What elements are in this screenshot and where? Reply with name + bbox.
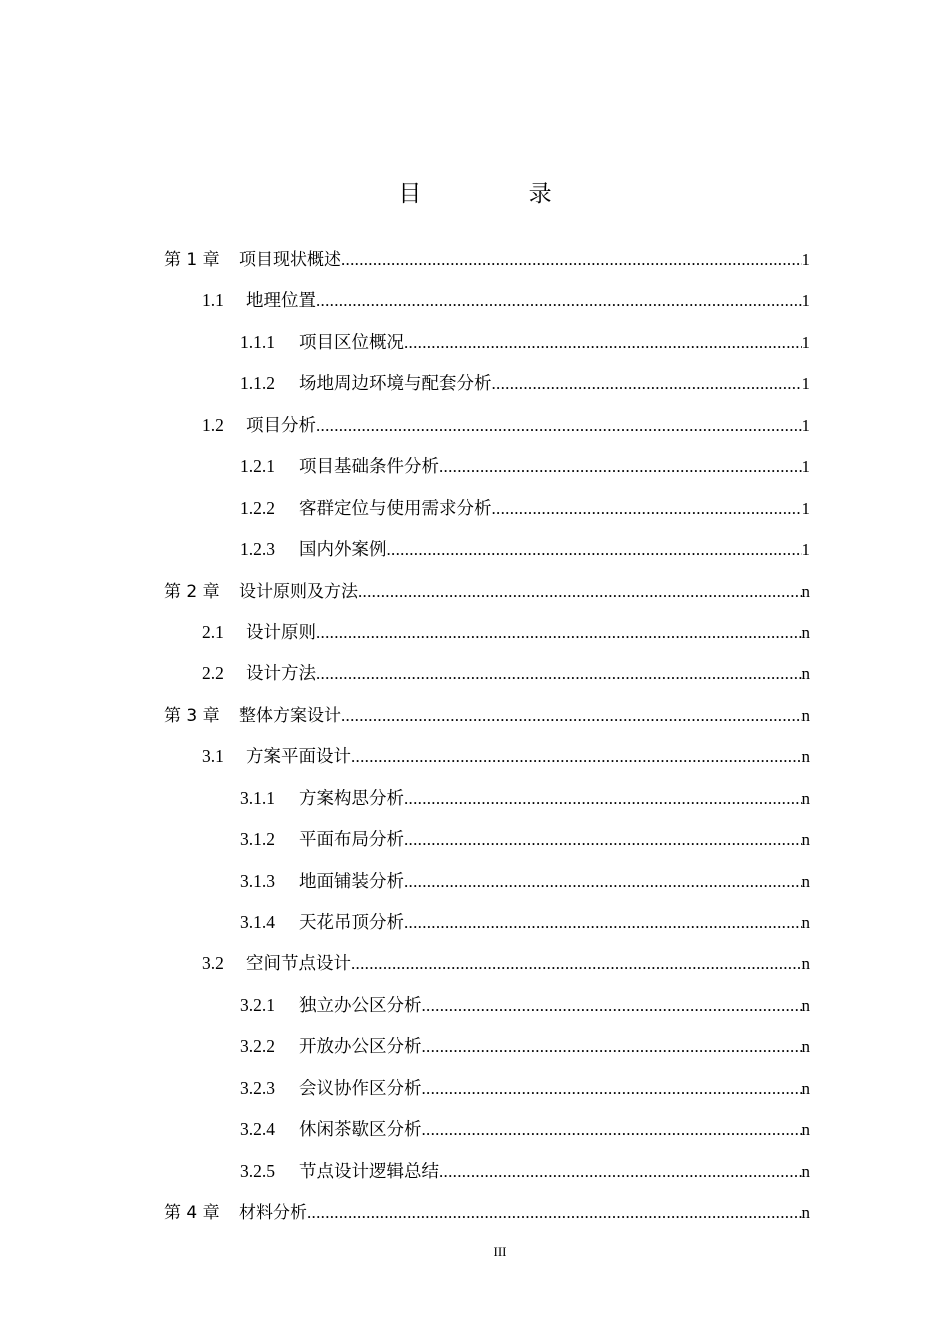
table-of-contents [164,239,810,1234]
toc-entry[interactable] [164,985,810,1026]
dot-leader [316,280,802,321]
toc-entry[interactable] [164,571,810,612]
toc-entry[interactable] [164,695,810,736]
dot-leader [404,322,802,363]
toc-entry-page: n [801,954,810,974]
toc-entry[interactable] [164,1151,810,1192]
toc-entry-page: n [801,1161,810,1181]
toc-entry[interactable] [164,529,810,570]
toc-entry-number: 3.1.1 [240,787,275,808]
footer-page-number: III [493,1244,507,1259]
dot-leader [358,571,802,612]
toc-entry[interactable] [164,363,810,404]
toc-entry-number: 3.1.3 [240,870,275,891]
toc-entry-page: n [801,788,810,808]
toc-entry-title: 空间节点设计 [246,953,351,974]
toc-entry[interactable] [164,1068,810,1109]
toc-entry-title: 独立办公区分析 [299,994,422,1015]
toc-entry-title: 天花吊顶分析 [299,912,404,932]
toc-entry-number: 3.2 [202,953,224,974]
toc-entry[interactable] [164,322,810,363]
toc-entry-number: 3.2.1 [240,994,275,1015]
toc-entry-title: 地理位置 [246,290,316,311]
dot-leader [492,363,802,404]
toc-entry[interactable] [164,488,810,529]
toc-entry-number: 第 4 章 [164,1203,220,1224]
toc-entry-number: 第 1 章 [164,250,220,270]
toc-entry[interactable] [164,239,810,280]
toc-entry-title: 休闲茶歇区分析 [299,1119,422,1140]
toc-entry-number: 2.2 [202,663,224,684]
dot-leader [341,695,802,736]
toc-entry-page: 1 [801,250,810,269]
dot-leader [422,985,802,1026]
toc-entry-page: n [801,1203,810,1223]
toc-entry-page: n [801,747,810,767]
toc-entry-title: 材料分析 [239,1203,307,1224]
toc-entry-number: 3.2.2 [240,1036,275,1057]
toc-entry[interactable] [164,446,810,487]
toc-entry[interactable] [164,778,810,819]
toc-entry-number: 3.2.4 [240,1119,275,1140]
dot-leader [404,861,802,902]
dot-leader [316,612,802,653]
toc-entry-title: 平面布局分析 [299,829,404,850]
dot-leader [404,819,802,860]
toc-entry-number: 3.1.4 [240,912,275,932]
toc-entry-number: 3.1.2 [240,829,275,850]
toc-entry-number: 3.2.3 [240,1077,275,1098]
toc-entry[interactable] [164,1026,810,1067]
toc-entry-number: 1.1.1 [240,331,275,352]
toc-entry-page: 1 [801,374,810,394]
dot-leader [316,405,802,446]
dot-leader [492,488,802,529]
toc-entry-page: n [801,1037,810,1057]
toc-entry-number: 1.2 [202,414,224,435]
toc-entry-title: 项目区位概况 [299,331,404,352]
toc-entry-page: n [801,871,810,891]
dot-leader [387,529,802,570]
dot-leader [439,1151,802,1192]
toc-entry-page: n [801,1078,810,1098]
toc-entry-number: 2.1 [202,621,224,642]
toc-entry-page: n [801,995,810,1015]
dot-leader [404,902,802,943]
dot-leader [422,1109,802,1150]
toc-entry[interactable] [164,1109,810,1150]
toc-entry-number: 1.2.3 [240,539,275,560]
toc-entry-page: 1 [801,540,810,560]
toc-entry-number: 1.2.2 [240,497,275,518]
toc-entry-title: 设计方法 [246,663,316,684]
toc-entry-number: 1.1.2 [240,373,275,394]
toc-entry-title: 方案平面设计 [246,746,351,767]
toc-entry[interactable] [164,736,810,777]
dot-leader [439,446,802,487]
dot-leader [341,239,802,280]
toc-entry-title: 客群定位与使用需求分析 [299,497,492,518]
toc-entry[interactable] [164,405,810,446]
toc-entry-number: 1.1 [202,290,224,311]
toc-entry-title: 项目基础条件分析 [299,456,439,477]
toc-entry-page: n [801,705,810,725]
toc-entry[interactable] [164,612,810,653]
toc-entry-page: n [801,622,810,642]
toc-entry-number: 1.2.1 [240,456,275,477]
toc-entry-title: 会议协作区分析 [299,1077,422,1098]
toc-entry-page: n [801,581,810,601]
toc-entry-number: 3.2.5 [240,1160,275,1181]
toc-entry-page: 1 [801,332,810,352]
dot-leader [404,778,802,819]
toc-entry-page: n [801,830,810,850]
toc-entry[interactable] [164,943,810,984]
page-title: 目 录 [398,181,602,207]
dot-leader [422,1068,802,1109]
toc-entry-title: 节点设计逻辑总结 [299,1160,439,1181]
toc-entry-title: 项目分析 [246,414,316,435]
dot-leader [316,653,802,694]
dot-leader [351,736,802,777]
toc-entry[interactable] [164,819,810,860]
toc-entry-title: 设计原则 [246,621,316,642]
toc-entry-number: 第 3 章 [164,705,220,726]
toc-entry[interactable] [164,902,810,943]
toc-entry-title: 场地周边环境与配套分析 [299,373,492,394]
toc-entry-title: 地面铺装分析 [299,870,404,891]
toc-entry-page: n [801,913,810,932]
toc-entry-title: 整体方案设计 [239,705,341,726]
toc-entry[interactable] [164,861,810,902]
toc-entry-page: n [801,664,810,684]
toc-entry-number: 第 2 章 [164,581,220,602]
toc-entry-page: 1 [801,498,810,518]
toc-entry-page: 1 [801,457,810,477]
toc-entry-title: 项目现状概述 [239,250,341,270]
toc-entry[interactable] [164,1192,810,1233]
toc-entry-page: 1 [801,415,810,435]
toc-entry-title: 开放办公区分析 [299,1036,422,1057]
dot-leader [307,1192,802,1233]
toc-entry-title: 国内外案例 [299,539,387,560]
toc-entry-title: 方案构思分析 [299,787,404,808]
toc-entry-page: n [801,1120,810,1140]
dot-leader [351,943,802,984]
toc-entry-number: 3.1 [202,746,224,767]
toc-entry-page: 1 [801,291,810,311]
dot-leader [422,1026,802,1067]
toc-entry[interactable] [164,653,810,694]
toc-entry[interactable] [164,280,810,321]
toc-entry-title: 设计原则及方法 [239,581,358,602]
